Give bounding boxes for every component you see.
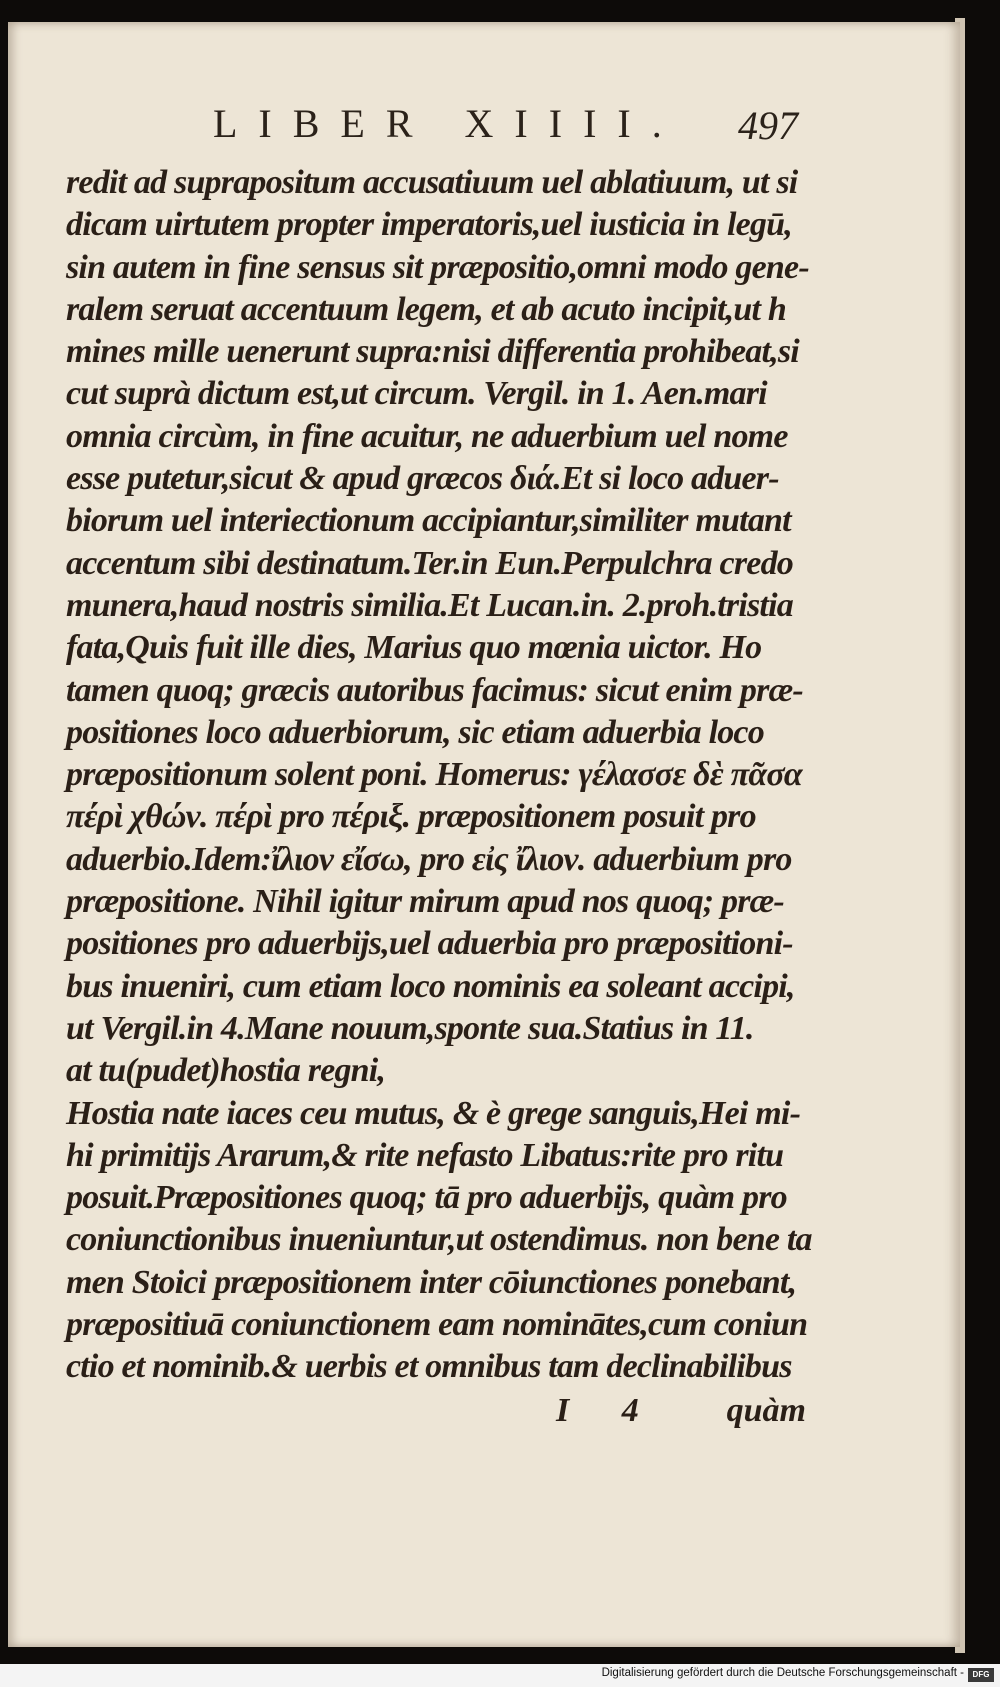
text-line: ralem seruat accentuum legem, et ab acuto incipit,ut h <box>66 290 786 328</box>
text-line: at tu(pudet)hostia regni, <box>66 1052 386 1090</box>
text-line: sin autem in fine sensus sit præpositio,omni modo gene- <box>66 248 809 286</box>
text-body <box>66 162 812 1389</box>
text-line: tamen quoq; græcis autoribus facimus: sicut enim præ- <box>66 671 803 709</box>
text-line: Hostia nate iaces ceu mutus, & è grege sanguis,Hei mi- <box>66 1094 801 1132</box>
text-line: dicam uirtutem propter imperatoris,uel iusticia in legū, <box>66 206 792 244</box>
dfg-logo: DFG <box>968 1668 994 1682</box>
text-line: mines mille uenerunt supra:nisi differentia prohibeat,si <box>66 333 799 371</box>
signature-mark: I 4 <box>556 1392 661 1429</box>
text-line: aduerbio.Idem:ἴλιον εἴσω, pro εἰς ἴλιον. aduerbium pro <box>66 840 792 878</box>
text-line: præpositiuā coniunctionem eam nominātes,cum coniun <box>66 1306 808 1344</box>
text-line: positiones loco aduerbiorum, sic etiam aduerbia loco <box>66 713 764 751</box>
page-number: 497 <box>738 103 798 148</box>
text-line: fata,Quis fuit ille dies, Marius quo mœnia uictor. Ho <box>66 629 762 667</box>
text-line: præpositionum solent poni. Homerus: γέλασσε δὲ πᾶσα <box>66 756 802 794</box>
text-line: cut suprà dictum est,ut circum. Vergil. in 1. Aen.mari <box>66 375 767 413</box>
text-line: munera,haud nostris similia.Et Lucan.in. 2.proh.tristia <box>66 586 793 624</box>
text-line: men Stoici præpositionem inter cōiunctiones ponebant, <box>66 1263 797 1301</box>
text-line: πέρὶ χθών. πέρὶ pro πέριξ. præpositionem posuit pro <box>66 798 756 836</box>
text-line: hi primitijs Ararum,& rite nefasto Libatus:rite pro ritu <box>66 1136 784 1174</box>
book-page <box>8 22 960 1647</box>
footer-bar <box>0 1664 1000 1687</box>
text-line: biorum uel interiectionum accipiantur,similiter mutant <box>66 502 791 540</box>
text-line: bus inueniri, cum etiam loco nominis ea soleant accipi, <box>66 967 795 1005</box>
text-line: posuit.Præpositiones quoq; tā pro aduerbijs, quàm pro <box>66 1179 787 1217</box>
page-header <box>8 100 960 160</box>
footer-credit: Digitalisierung gefördert durch die Deutsche Forschungsgemeinschaft - <box>601 1667 964 1679</box>
text-line: ut Vergil.in 4.Mane nouum,sponte sua.Statius in 11. <box>66 1009 754 1047</box>
catchword: quàm <box>726 1392 806 1429</box>
text-line: omnia circùm, in fine acuitur, ne aduerbium uel nome <box>66 417 788 455</box>
signature-row <box>66 1392 806 1436</box>
text-line: esse putetur,sicut & apud græcos διά.Et si loco aduer- <box>66 460 779 498</box>
running-head: LIBER XIIII. <box>213 101 683 146</box>
text-line: præpositione. Nihil igitur mirum apud nos quoq; præ- <box>66 883 784 921</box>
text-line: redit ad suprapositum accusatiuum uel ablatiuum, ut si <box>66 164 798 201</box>
text-line: positiones pro aduerbijs,uel aduerbia pro præpositioni- <box>66 925 793 963</box>
text-line: ctio et nominib.& uerbis et omnibus tam declinabilibus <box>66 1348 792 1386</box>
text-line: accentum sibi destinatum.Ter.in Eun.Perpulchra credo <box>66 544 793 582</box>
text-line: coniunctionibus inueniuntur,ut ostendimus. non bene ta <box>66 1221 812 1259</box>
